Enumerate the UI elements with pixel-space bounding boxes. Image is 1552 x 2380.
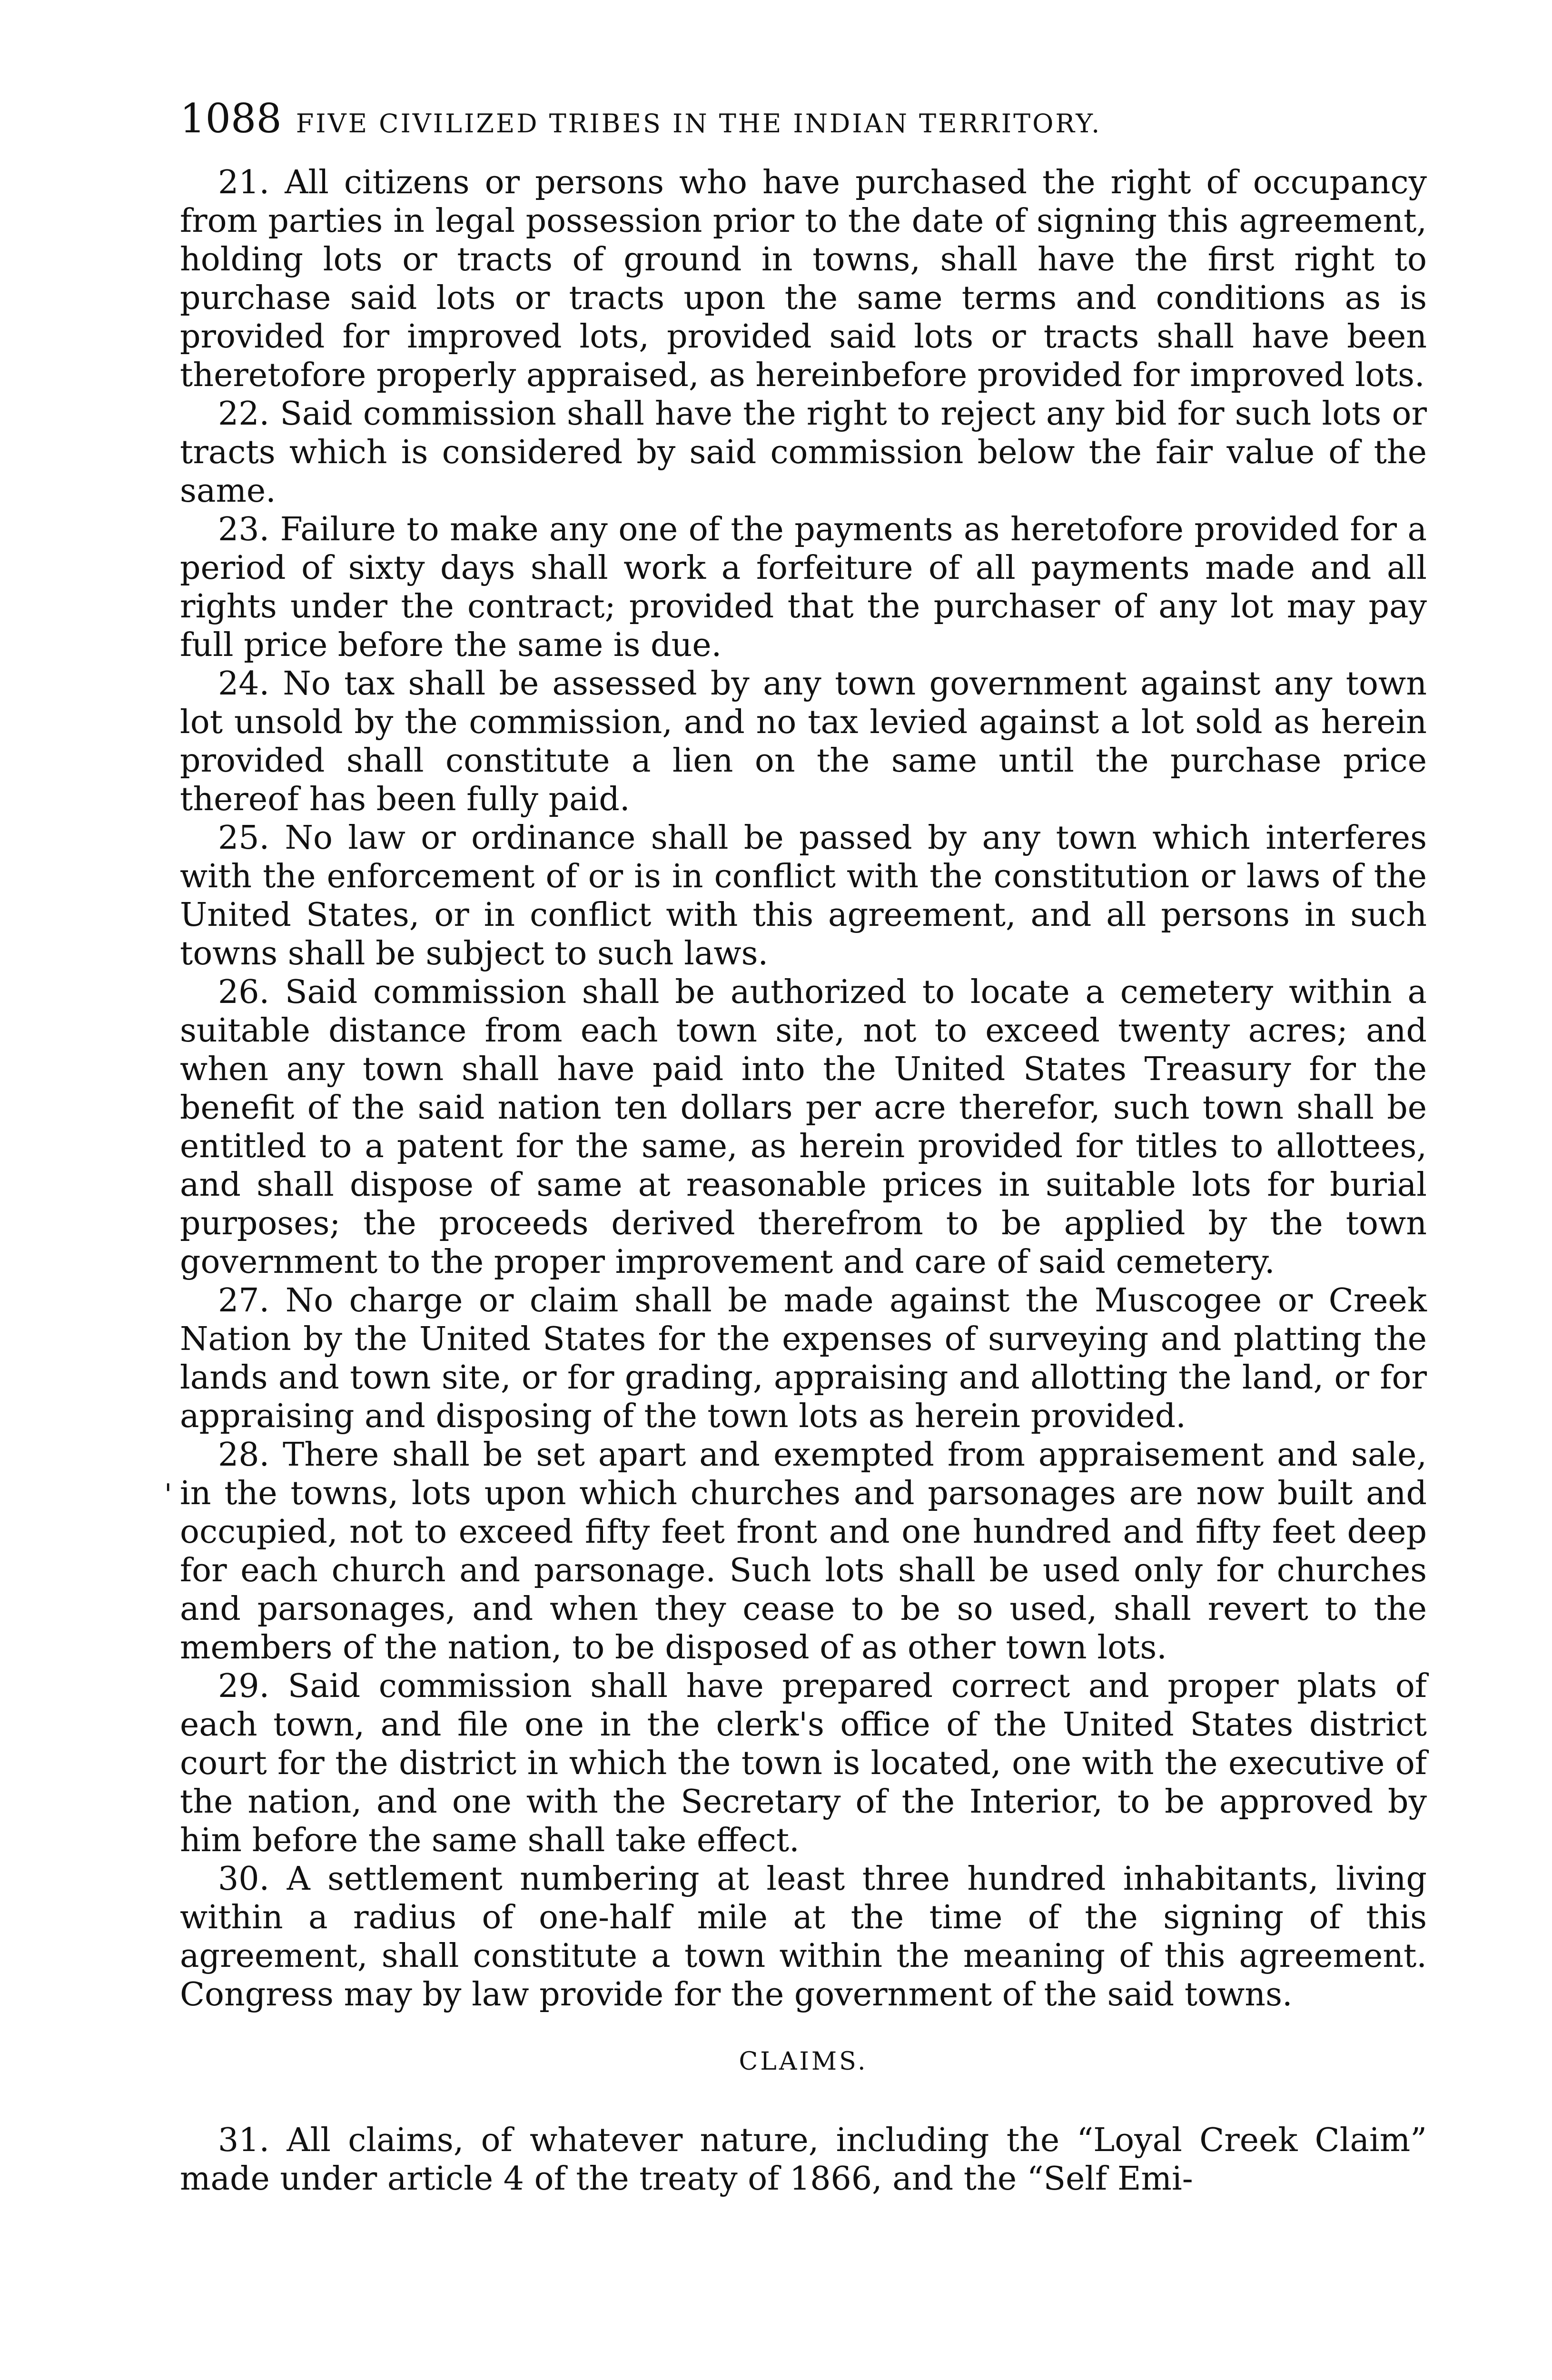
paragraph-25: 25. No law or ordinance shall be passed by any town which interferes with the enforcement of or is in conflict with the constitution or laws of the United States, or in conflict with this agreement, and all persons in such towns shall be subject to such laws. xyxy=(180,819,1427,972)
text-block-lower xyxy=(180,2121,1427,2198)
paragraph-24: 24. No tax shall be assessed by any town government against any town lot unsold by the commission, and no tax levied against a lot sold as herein provided shall constitute a lien on the same until the purchase price thereof has been fully paid. xyxy=(180,665,1427,818)
paragraph-29: 29. Said commission shall have prepared correct and proper plats of each town, and file one in the clerk's office of the United States district court for the district in which the town is located, one with the executive of the nation, and one with the Secretary of the Interior, to be approved by him before the same shall take effect. xyxy=(180,1667,1427,1859)
margin-mark: ' xyxy=(164,1478,172,1511)
paragraph-26: 26. Said commission shall be authorized to locate a cemetery within a suitable distance from each town site, not to exceed twenty acres; and when any town shall have paid into the United States Treasury for the benefit of the said nation ten dollars per acre therefor, such town shall be entitled to a patent for the same, as herein provided for titles to allottees, and shall dispose of same at reasonable prices in suitable lots for burial purposes; the proceeds derived therefrom to be applied by the town government to the proper improvement and care of said cemetery. xyxy=(180,973,1427,1281)
paragraph-28: 28. There shall be set apart and exempted from appraisement and sale, in the towns, lots upon which churches and parsonages are now built and occupied, not to exceed fifty feet front and one hundred and fifty feet deep for each church and parsonage. Such lots shall be used only for churches and parsonages, and when they cease to be so used, shall revert to the members of the nation, to be disposed of as other town lots. xyxy=(180,1436,1427,1666)
running-head xyxy=(180,95,1427,142)
paragraph-23: 23. Failure to make any one of the payments as heretofore provided for a period of sixty days shall work a forfeiture of all payments made and all rights under the contract; provided that the purchaser of any lot may pay full price before the same is due. xyxy=(180,511,1427,664)
paragraph-30: 30. A settlement numbering at least three hundred inhabitants, living within a radius of one-half mile at the time of the signing of this agreement, shall constitute a town within the meaning of this agreement. Congress may by law provide for the government of the said towns. xyxy=(180,1860,1427,2013)
page-number: 1088 xyxy=(180,95,282,142)
section-heading-claims: CLAIMS. xyxy=(739,2047,868,2076)
paragraph-22: 22. Said commission shall have the right to reject any bid for such lots or tracts which is considered by said commission below the fair value of the same. xyxy=(180,395,1427,510)
paragraph-31: 31. All claims, of whatever nature, including the “Loyal Creek Claim” made under article 4 of the treaty of 1866, and the “Self Emi- xyxy=(180,2122,1427,2198)
running-title: FIVE CIVILIZED TRIBES IN THE INDIAN TERRITORY. xyxy=(296,109,1102,139)
paragraph-27: 27. No charge or claim shall be made against the Muscogee or Creek Nation by the United States for the expenses of surveying and platting the lands and town site, or for grading, appraising and allotting the land, or for appraising and disposing of the town lots as herein provided. xyxy=(180,1282,1427,1435)
text-block-upper xyxy=(180,163,1427,2014)
paragraph-21: 21. All citizens or persons who have purchased the right of occupancy from parties in legal possession prior to the date of signing this agreement, holding lots or tracts of ground in towns, shall have the first right to purchase said lots or tracts upon the same terms and conditions as is provided for improved lots, provided said lots or tracts shall have been theretofore properly appraised, as hereinbefore provided for improved lots. xyxy=(180,164,1427,394)
page-body xyxy=(180,95,1427,2198)
